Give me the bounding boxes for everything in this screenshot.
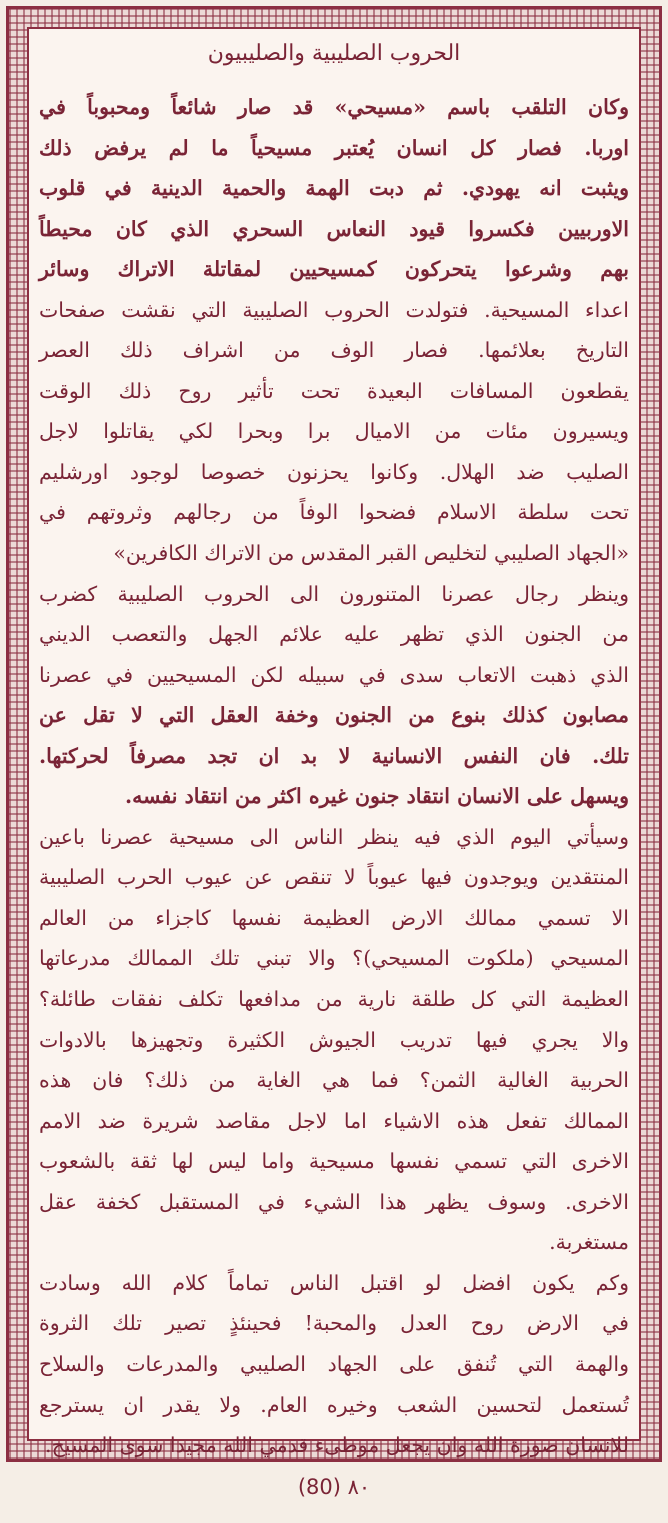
text-line: والا يجري فيها تدريب الجيوش الكثيرة وتجهيزها بالادوات (39, 1027, 629, 1052)
page-number: (80) ٨٠ (297, 1475, 371, 1499)
text-line: المنتقدين ويوجدون فيها عيوباً لا تنقص عن عيوب الحرب الصليبية (39, 865, 629, 890)
text-line: العظيمة التي كل طلقة نارية من مدافعها تكلف نفقات طائلة؟ (39, 987, 629, 1012)
paragraph-4 (39, 1263, 629, 1466)
text-line: الحربية الغالية الثمن؟ فما هي الغاية من ذلك؟ فان هذه (39, 1068, 629, 1093)
paragraph-2 (39, 574, 629, 817)
text-line: تُستعمل لتحسين الشعب وخيره العام. ولا يقدر ان يسترجع (39, 1392, 629, 1417)
text-line: الا تسمي ممالك الارض العظيمة نفسها كاجزاء من العالم (39, 905, 629, 930)
text-line: تلك. فان النفس الانسانية لا بد ان تجد مصرفاً لحركتها. (39, 743, 629, 768)
text-line: وسيأتي اليوم الذي فيه ينظر الناس الى مسيحية عصرنا باعين (39, 824, 629, 849)
text-line: للانسان صورة الله وان يجعل موطىء قدمي الله مجيدا سوى المسيح. (45, 1433, 629, 1458)
text-line: يقطعون المسافات البعيدة تحت تأثير روح ذلك الوقت (39, 378, 629, 403)
text-line: من الجنون الذي تظهر عليه علائم الجهل والتعصب الديني (39, 622, 629, 647)
text-line: مستغربة. (549, 1230, 629, 1255)
text-line: المسيحي (ملكوت المسيحي)؟ والا تبني تلك الممالك مدرعاتها (39, 946, 629, 971)
text-line: تحت سلطة الاسلام فضحوا الوفاً من رجالهم وثروتهم في (39, 500, 629, 525)
text-line: بهم وشرعوا يتحركون كمسيحيين لمقاتلة الاتراك وسائر (39, 257, 629, 282)
text-line: اعداء المسيحية. فتولدت الحروب الصليبية التي نقشت صفحات (39, 297, 629, 322)
ornamental-border (6, 6, 662, 1462)
paragraph-3 (39, 817, 629, 1263)
body-text (39, 87, 629, 1458)
text-line: الممالك تفعل هذه الاشياء اما لاجل مقاصد شريرة ضد الامم (39, 1108, 629, 1133)
text-line: مصابون كذلك بنوع من الجنون وخفة العقل التي لا تقل عن (39, 703, 629, 728)
text-line: وكم يكون افضل لو اقتبل الناس تماماً كلام الله وسادت (39, 1270, 629, 1295)
text-line: الاخرى. وسوف يظهر هذا الشيء في المستقبل كخفة عقل (39, 1189, 629, 1214)
text-line: ويثبت انه يهودي. ثم دبت الهمة والحمية الدينية في قلوب (39, 176, 629, 201)
text-line: في الارض روح العدل والمحبة! فحينئذٍ تصير تلك الثروة (39, 1311, 629, 1336)
text-line: والهمة التي تُنفق على الجهاد الصليبي والمدرعات والسلاح (39, 1351, 629, 1376)
text-line: ويسهل على الانسان انتقاد جنون غيره اكثر من انتقاد نفسه. (124, 784, 629, 809)
text-line: الاوربيين فكسروا قيود النعاس السحري الذي كان محيطاً (39, 216, 629, 241)
text-panel (27, 27, 641, 1458)
paragraph-1 (39, 87, 629, 574)
text-line: الاخرى التي تسمي نفسها مسيحية واما ليس لها ثقة بالشعوب (39, 1149, 629, 1174)
page-title: الحروب الصليبية والصليبيون (207, 41, 461, 66)
text-line: الذي ذهبت الاتعاب سدى في سبيله لكن المسيحيين في عصرنا (39, 662, 629, 687)
text-line: «الجهاد الصليبي لتخليص القبر المقدس من الاتراك الكافرين» (113, 541, 629, 566)
text-line: وكان التلقب باسم «مسيحي» قد صار شائعاً ومحبوباً في (39, 95, 629, 119)
text-line: اوربا. فصار كل انسان يُعتبر مسيحياً ما لم يرفض ذلك (39, 135, 629, 160)
text-line: التاريخ بعلائمها. فصار الوف من اشراف ذلك العصر (39, 338, 629, 363)
text-line: الصليب ضد الهلال. وكانوا يحزنون خصوصا لوجود اورشليم (39, 459, 629, 484)
text-line: ويسيرون مئات من الاميال برا وبحرا لكي يقاتلوا لاجل (39, 419, 629, 444)
text-line: وينظر رجال عصرنا المتنورون الى الحروب الصليبية كضرب (39, 581, 629, 606)
